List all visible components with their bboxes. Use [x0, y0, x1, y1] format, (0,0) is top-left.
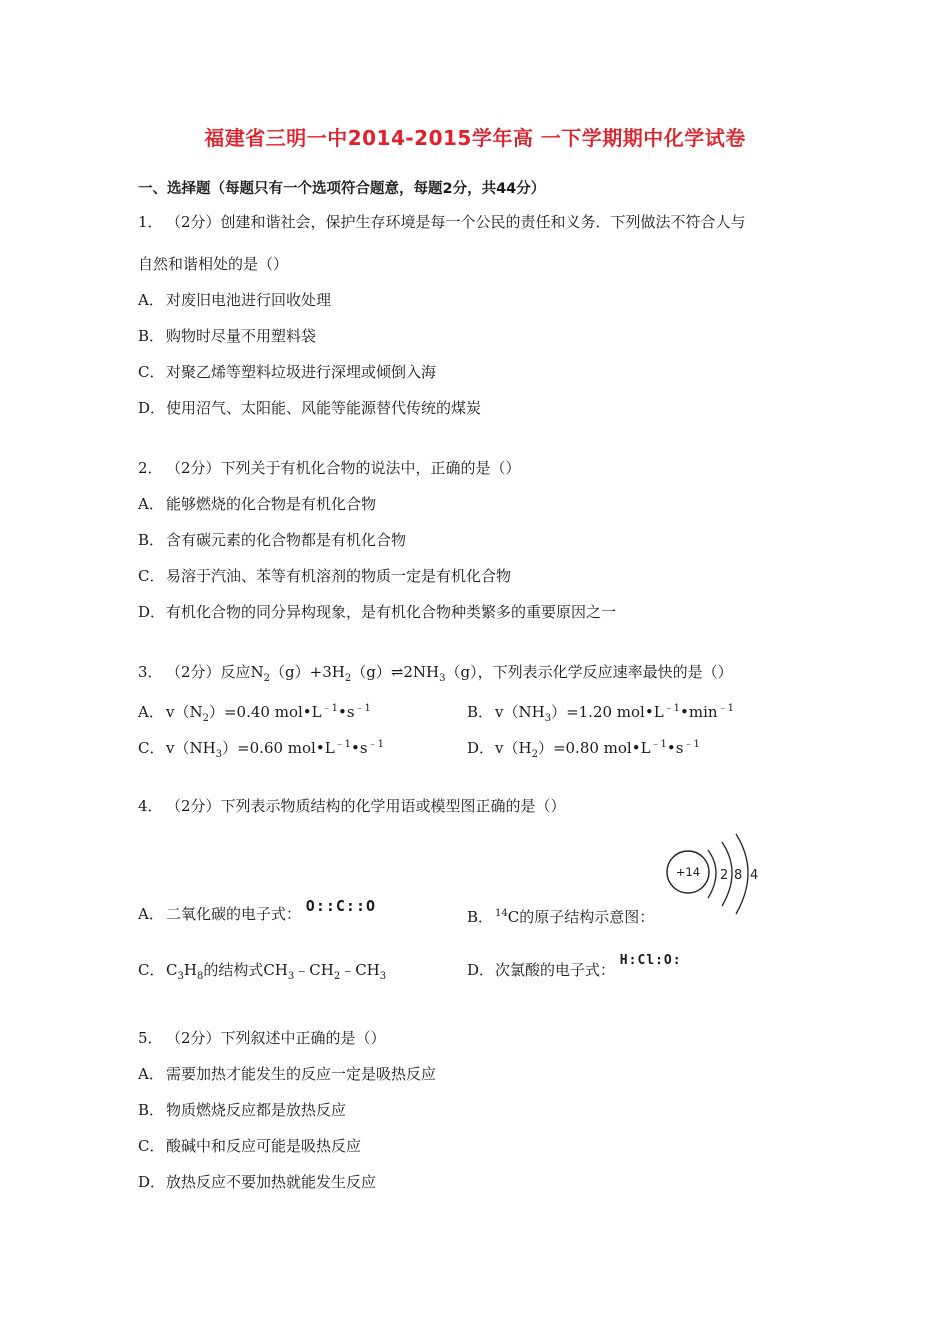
option-text: ）=0.40 mol•L — [208, 703, 322, 721]
option-text: 含有碳元素的化合物都是有机化合物 — [166, 531, 407, 549]
option-label: A． — [138, 905, 164, 923]
option-text: v（N — [166, 703, 203, 721]
option-text: 有机化合物的同分异构现象，是有机化合物种类繁多的重要原因之一 — [166, 603, 617, 621]
superscript: ﹣1 — [367, 739, 384, 750]
question-number: 1． — [138, 213, 163, 231]
option-label: D． — [467, 739, 495, 757]
option-text: 能够燃烧的化合物是有机化合物 — [166, 495, 377, 513]
question-5-stem — [138, 1028, 386, 1048]
question-number: 4． — [138, 797, 163, 815]
option-text: 易溶于汽油、苯等有机溶剂的物质一定是有机化合物 — [166, 567, 512, 585]
subscript: 2 — [344, 673, 352, 684]
page-title: 福建省三明一中2014-2015学年高 一下学期期中化学试卷 — [204, 126, 746, 150]
option-text: C — [166, 961, 178, 979]
option-label: D． — [138, 1173, 166, 1191]
question-4-stem — [138, 796, 566, 816]
q3-option-c — [138, 735, 384, 765]
option-text: ）=1.20 mol•L — [551, 703, 664, 721]
q2-option-b — [138, 530, 406, 550]
question-text: （2分）下列表示物质结构的化学用语或模型图正确的是（） — [166, 797, 566, 815]
question-text: （2分）创建和谐社会，保护生存环境是每一个公民的责任和义务．下列做法不符合人与 — [166, 213, 746, 231]
option-label: A． — [138, 1065, 164, 1083]
option-label: C． — [138, 739, 165, 757]
subscript: 3 — [439, 673, 446, 684]
question-text: （2分）下列关于有机化合物的说法中，正确的是（） — [166, 459, 521, 477]
q4-option-d — [467, 953, 682, 981]
option-label: B． — [138, 531, 165, 549]
question-1-stem-cont: 自然和谐相处的是（） — [138, 255, 289, 273]
shell-electrons-2: 8 — [734, 868, 743, 883]
shell-electrons-1: 2 — [720, 868, 729, 883]
option-text: 酸碱中和反应可能是吸热反应 — [166, 1137, 362, 1155]
subscript: 2 — [333, 971, 341, 982]
superscript: ﹣1 — [354, 703, 371, 714]
option-text: 的结构式CH — [203, 961, 288, 979]
q4-option-a — [138, 897, 377, 925]
option-text: •s — [351, 739, 368, 757]
option-text: 使用沼气、太阳能、风能等能源替代传统的煤炭 — [166, 399, 482, 417]
option-text: 购物时尽量不用塑料袋 — [166, 327, 317, 345]
option-text: v（NH — [495, 703, 545, 721]
q1-option-a — [138, 290, 331, 310]
q3-option-d — [467, 735, 700, 765]
question-text: （g）⇌2NH — [351, 663, 440, 681]
hclo-electron-formula: H:Cl:O: — [619, 953, 682, 968]
q5-option-b — [138, 1100, 346, 1120]
superscript: ﹣1 — [683, 739, 700, 750]
q4-option-b — [467, 904, 654, 927]
question-number: 2． — [138, 459, 163, 477]
option-text: ﹣CH — [294, 961, 334, 979]
superscript: ﹣1 — [650, 739, 667, 750]
option-text: 需要加热才能发生的反应一定是吸热反应 — [166, 1065, 437, 1083]
option-text: C的原子结构示意图： — [507, 908, 655, 926]
option-label: C． — [138, 1137, 165, 1155]
option-label: A． — [138, 291, 164, 309]
q2-option-a — [138, 494, 376, 514]
q3-option-a — [138, 699, 371, 729]
question-text: （g）+3H — [270, 663, 345, 681]
option-label: C． — [138, 363, 165, 381]
question-text: （2分）下列叙述中正确的是（） — [166, 1029, 386, 1047]
option-label: A． — [138, 703, 164, 721]
q5-option-a — [138, 1064, 436, 1084]
q4-option-c — [138, 960, 386, 987]
superscript: ﹣1 — [334, 739, 352, 750]
option-text: •s — [666, 739, 684, 757]
shell-electrons-3: 4 — [750, 868, 759, 883]
option-label: B． — [467, 703, 494, 721]
q1-option-c — [138, 362, 436, 382]
option-text: v（NH — [166, 739, 216, 757]
q1-option-d — [138, 398, 481, 418]
subscript: 3 — [215, 749, 223, 760]
option-text: 对废旧电池进行回收处理 — [166, 291, 332, 309]
option-label: A． — [138, 495, 164, 513]
superscript: 14 — [495, 908, 508, 919]
subscript: 3 — [287, 971, 295, 982]
superscript: ﹣1 — [717, 703, 734, 714]
q3-option-b — [467, 699, 734, 729]
option-text: 次氯酸的电子式： — [495, 961, 616, 979]
option-text: •min — [680, 703, 718, 721]
subscript: 2 — [531, 749, 538, 760]
option-text: ）=0.60 mol•L — [222, 739, 335, 757]
co2-electron-formula: O::C::O — [305, 897, 377, 915]
question-number: 3． — [138, 663, 163, 681]
option-label: B． — [138, 327, 165, 345]
question-number: 5． — [138, 1029, 163, 1047]
option-text: ﹣CH — [340, 961, 380, 979]
atom-structure-diagram — [664, 822, 772, 918]
option-label: D． — [138, 603, 166, 621]
subscript: 3 — [544, 713, 552, 724]
option-text: H — [183, 961, 197, 979]
q5-option-d — [138, 1172, 376, 1192]
q1-option-b — [138, 326, 316, 346]
subscript: 2 — [263, 673, 271, 684]
option-text: •s — [337, 703, 355, 721]
superscript: ﹣1 — [321, 703, 338, 714]
option-text: ）=0.80 mol•L — [537, 739, 651, 757]
subscript: 8 — [196, 971, 204, 982]
subscript: 3 — [379, 971, 387, 982]
subscript: 3 — [177, 971, 184, 982]
question-3-stem — [138, 662, 733, 689]
option-label: D． — [467, 961, 495, 979]
option-text: v（H — [495, 739, 532, 757]
option-label: D． — [138, 399, 166, 417]
option-text: 物质燃烧反应都是放热反应 — [166, 1101, 347, 1119]
section-heading: 一、选择题（每题只有一个选项符合题意，每题2分，共44分） — [138, 181, 546, 197]
q5-option-c — [138, 1136, 361, 1156]
superscript: ﹣1 — [663, 703, 681, 714]
option-label: C． — [138, 961, 165, 979]
option-text: 二氧化碳的电子式： — [166, 905, 302, 923]
option-text: 放热反应不要加热就能发生反应 — [166, 1173, 377, 1191]
subscript: 2 — [202, 713, 209, 724]
q2-option-d — [138, 602, 616, 622]
option-label: C． — [138, 567, 165, 585]
nucleus-charge: +14 — [675, 865, 701, 879]
question-text: （g），下列表示化学反应速率最快的是（） — [445, 663, 733, 681]
option-label: B． — [138, 1101, 165, 1119]
question-2-stem — [138, 458, 521, 478]
option-label: B． — [467, 908, 494, 926]
question-text: （2分）反应N — [166, 663, 264, 681]
option-text: 对聚乙烯等塑料垃圾进行深埋或倾倒入海 — [166, 363, 437, 381]
q2-option-c — [138, 566, 511, 586]
question-1-stem — [138, 212, 746, 232]
